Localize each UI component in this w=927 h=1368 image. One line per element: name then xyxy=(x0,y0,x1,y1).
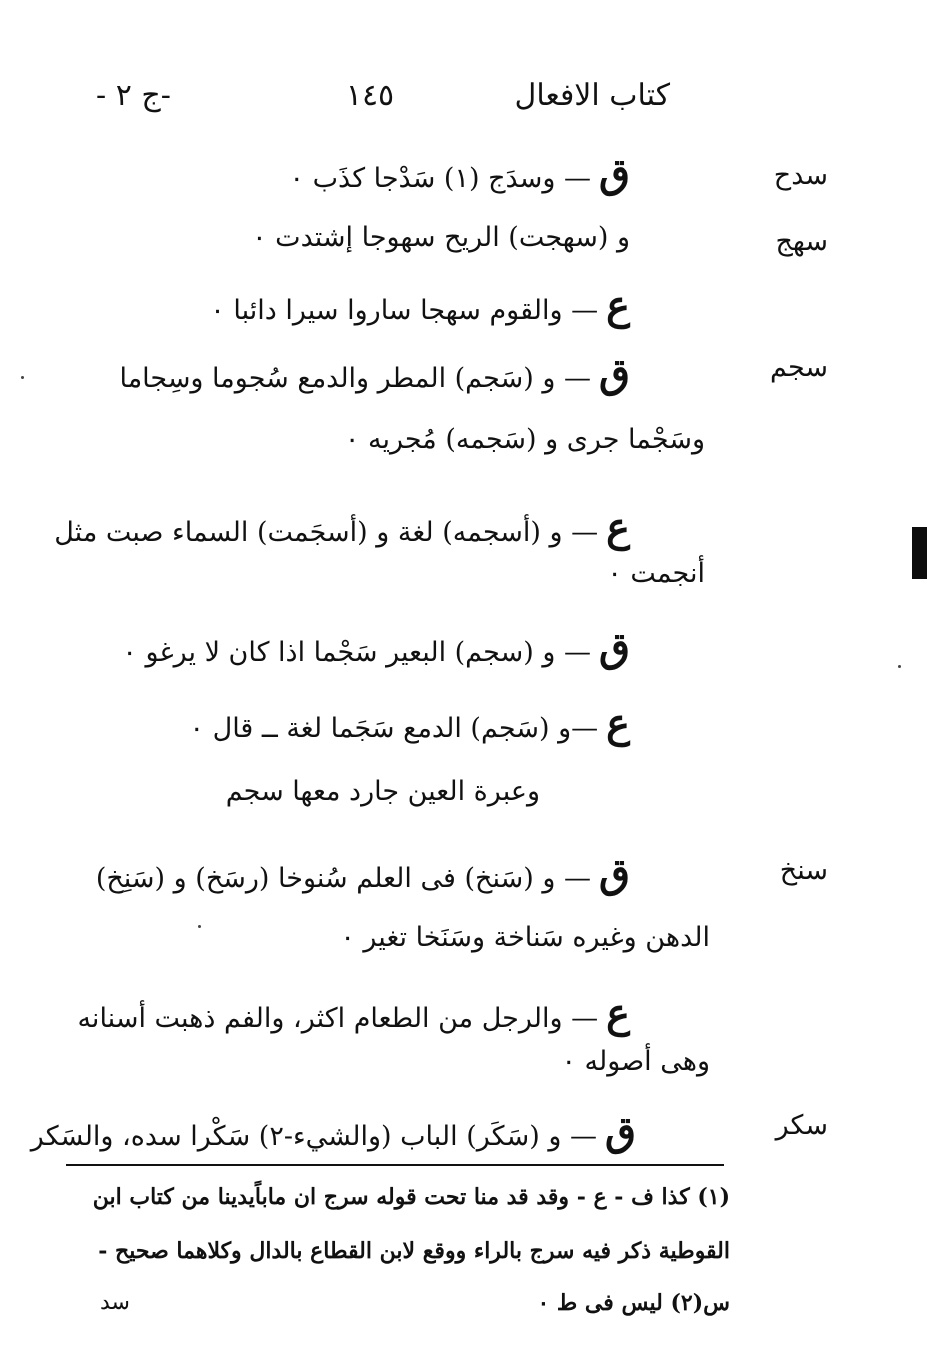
text-line xyxy=(200,222,630,253)
text-line xyxy=(72,990,630,1037)
footnote-rule xyxy=(66,1164,724,1166)
text-line xyxy=(70,850,630,897)
text-line xyxy=(200,150,630,197)
entry-marker: ق xyxy=(598,624,630,671)
text-line xyxy=(54,504,630,551)
line-text: — والرجل من الطعام اكثر، والفم ذهبت أسنانه xyxy=(77,1003,599,1034)
catchword: سد xyxy=(100,1290,130,1315)
running-title: كتاب الافعال xyxy=(514,78,670,113)
verse-line xyxy=(225,776,540,807)
entry-marker: ع xyxy=(606,504,630,551)
line-text: و (سهجت) الريح سهوجا إشتدت ٠ xyxy=(252,222,630,253)
line-text: وهى أصوله ٠ xyxy=(561,1046,710,1077)
scan-speck xyxy=(898,665,901,668)
line-text: — و (سَكَر) الباب (والشيء-٢) سَكْرا سده، والسَكر xyxy=(30,1121,597,1152)
line-text: — و (أسجمه) لغة و (أسجَمت) السماء صبت مثل xyxy=(54,517,599,548)
text-line xyxy=(64,350,630,397)
text-line xyxy=(200,282,630,329)
scan-speck xyxy=(21,376,24,379)
thumb-index-tab xyxy=(912,527,927,579)
text-line xyxy=(320,922,710,953)
margin-word: سهج xyxy=(775,226,828,257)
footnote-line: (١) كذا ف - ع - وقد قد منا تحت قوله سرج ان ماباًيدينا من كتاب ابن xyxy=(92,1184,730,1210)
volume-label: -ج ٢ - xyxy=(96,78,171,113)
entry-marker: ق xyxy=(598,850,630,897)
page-number: ١٤٥ xyxy=(345,78,395,113)
line-text: —و (سَجم) الدمع سَجَما لغة ــ قال ٠ xyxy=(189,713,599,744)
line-text: — و (سَجم) المطر والدمع سُجوما وسِجاما xyxy=(119,363,591,394)
text-line xyxy=(122,624,630,671)
scan-speck xyxy=(198,925,201,928)
margin-word: سدح xyxy=(773,160,828,191)
footnote-line: القوطية ذكر فيه سرج بالراء ووقع لابن القطاع بالدال وكلاهما صحيح - xyxy=(98,1238,730,1264)
entry-marker: ق xyxy=(604,1108,636,1155)
line-text: — وسدَج (١) سَدْجا كذَب ٠ xyxy=(289,163,591,194)
line-text: أنجمت ٠ xyxy=(607,558,705,589)
margin-word: سكر xyxy=(775,1110,828,1141)
line-text: — و (سجم) البعير سَجْما اذا كان لا يرغو ٠ xyxy=(122,637,591,668)
text-line xyxy=(500,1046,710,1077)
line-text: الدهن وغيره سَناخة وسَنَخا تغير ٠ xyxy=(340,922,710,953)
entry-marker: ع xyxy=(606,282,630,329)
line-text: وعبرة العين جارد معها سجم xyxy=(225,776,540,807)
text-line xyxy=(30,1108,636,1155)
line-text: — و (سَنخ) فى العلم سُنوخا (رسَخ) و (سَنِخ) xyxy=(95,863,591,894)
footnote-line: س(٢) ليس فى ط ٠ xyxy=(537,1290,730,1316)
line-text: — والقوم سهجا ساروا سيرا دائبا ٠ xyxy=(210,295,599,326)
entry-marker: ق xyxy=(598,350,630,397)
entry-marker: ع xyxy=(606,990,630,1037)
entry-marker: ق xyxy=(598,150,630,197)
line-text: وسَجْما جرى و (سَجمه) مُجريه ٠ xyxy=(344,424,705,455)
margin-word: سنخ xyxy=(779,855,828,886)
entry-marker: ع xyxy=(606,700,630,747)
text-line xyxy=(500,558,705,589)
text-line xyxy=(300,424,705,455)
text-line xyxy=(189,700,630,747)
margin-word: سجم xyxy=(769,352,828,383)
